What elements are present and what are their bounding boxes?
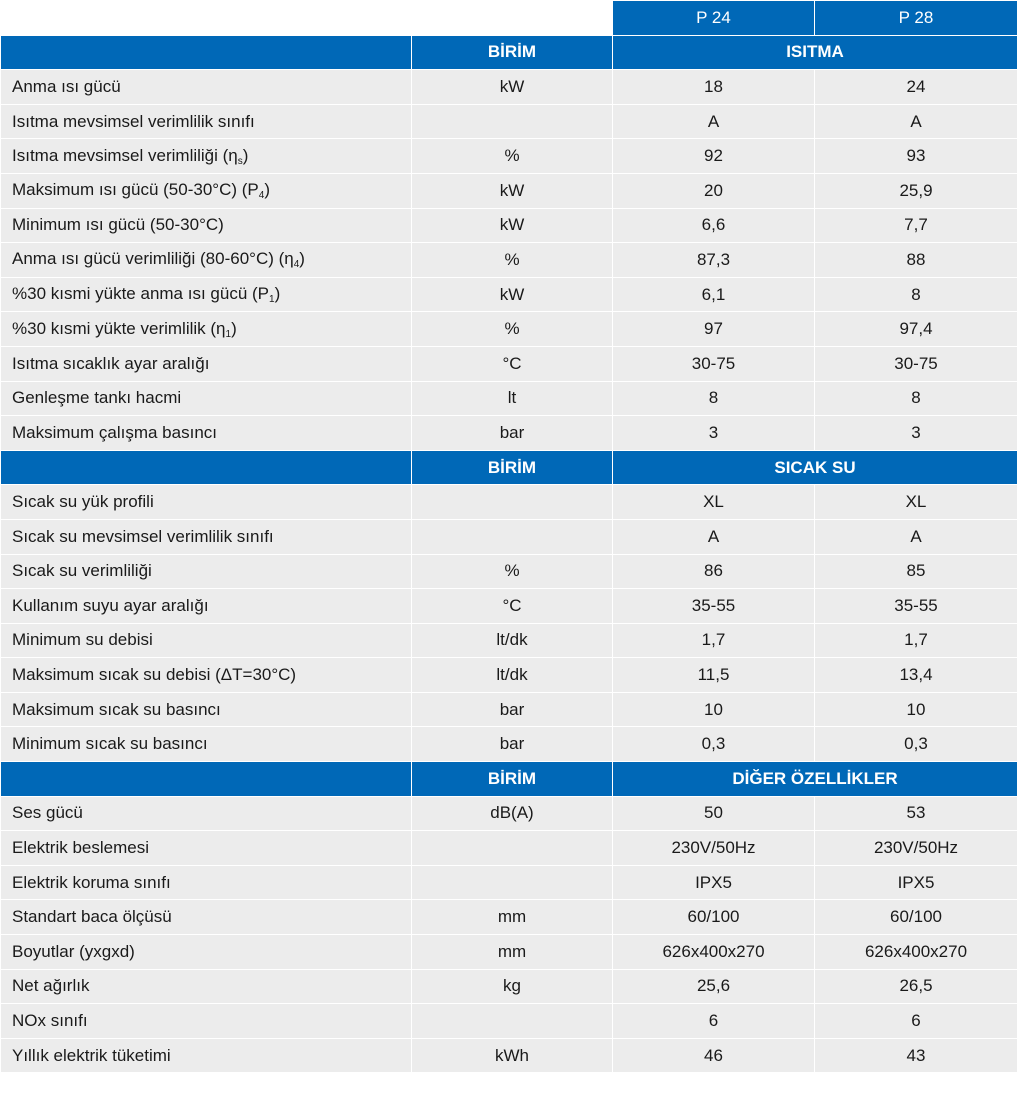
p28-value: 230V/50Hz xyxy=(815,831,1017,866)
table-row xyxy=(1,623,1017,658)
p28-value: 53 xyxy=(815,796,1017,831)
property-name xyxy=(1,416,412,451)
table-row xyxy=(1,416,1017,451)
property-label: Genleşme tankı hacmi xyxy=(12,388,182,408)
p24-value: 97 xyxy=(613,312,815,347)
table-row xyxy=(1,1004,1017,1039)
property-label: Ses gücü xyxy=(12,803,83,823)
property-name xyxy=(1,277,412,312)
property-label: Isıtma mevsimsel verimlilik sınıfı xyxy=(12,111,255,131)
p24-value: 3 xyxy=(613,416,815,451)
unit-cell: % xyxy=(412,554,613,589)
property-label: Elektrik beslemesi xyxy=(12,838,149,858)
section-unit-header: BİRİM xyxy=(412,35,613,70)
unit-cell: bar xyxy=(412,416,613,451)
property-label: Isıtma mevsimsel verimliliği (η xyxy=(12,145,238,165)
table-row xyxy=(1,831,1017,866)
property-name xyxy=(1,1038,412,1073)
p28-value: A xyxy=(815,519,1017,554)
section-title: SICAK SU xyxy=(613,450,1017,485)
property-suffix: ) xyxy=(274,284,281,304)
p28-value: 0,3 xyxy=(815,727,1017,762)
unit-cell xyxy=(412,104,613,139)
table-row xyxy=(1,243,1017,278)
p28-value: 6 xyxy=(815,1004,1017,1039)
p24-value: 8 xyxy=(613,381,815,416)
section-unit-header: BİRİM xyxy=(412,762,613,797)
p24-value: IPX5 xyxy=(613,865,815,900)
unit-cell xyxy=(412,1004,613,1039)
property-name xyxy=(1,935,412,970)
p28-value: 97,4 xyxy=(815,312,1017,347)
property-name xyxy=(1,70,412,105)
p24-value: 25,6 xyxy=(613,969,815,1004)
p28-value: IPX5 xyxy=(815,865,1017,900)
property-name xyxy=(1,969,412,1004)
model-p24-header: P 24 xyxy=(613,1,815,36)
property-label: Maksimum sıcak su basıncı xyxy=(12,699,221,719)
unit-cell: °C xyxy=(412,346,613,381)
p28-value: XL xyxy=(815,485,1017,520)
p24-value: 20 xyxy=(613,173,815,208)
property-label: %30 kısmi yükte anma ısı gücü (P xyxy=(12,284,269,304)
unit-cell: lt/dk xyxy=(412,623,613,658)
p28-value: 8 xyxy=(815,277,1017,312)
table-row xyxy=(1,900,1017,935)
property-label: Maksimum sıcak su debisi (ΔT=30°C) xyxy=(12,665,297,685)
property-subscript: 1 xyxy=(225,328,232,340)
p24-value: 46 xyxy=(613,1038,815,1073)
unit-cell: kg xyxy=(412,969,613,1004)
p28-value: 30-75 xyxy=(815,346,1017,381)
property-label: Maksimum ısı gücü (50-30°C) (P xyxy=(12,180,259,200)
unit-cell xyxy=(412,865,613,900)
property-name xyxy=(1,139,412,174)
unit-cell: mm xyxy=(412,900,613,935)
unit-cell: °C xyxy=(412,589,613,624)
property-label: NOx sınıfı xyxy=(12,1011,88,1031)
unit-cell: bar xyxy=(412,692,613,727)
table-row xyxy=(1,312,1017,347)
p28-value: 85 xyxy=(815,554,1017,589)
table-row xyxy=(1,70,1017,105)
p28-value: 25,9 xyxy=(815,173,1017,208)
property-label: Yıllık elektrik tüketimi xyxy=(12,1045,171,1065)
unit-cell: dB(A) xyxy=(412,796,613,831)
p24-value: 86 xyxy=(613,554,815,589)
unit-cell: kW xyxy=(412,173,613,208)
table-row xyxy=(1,485,1017,520)
header-empty-cell xyxy=(1,1,412,36)
section-title: DİĞER ÖZELLİKLER xyxy=(613,762,1017,797)
table-row xyxy=(1,381,1017,416)
property-name xyxy=(1,346,412,381)
unit-cell: kWh xyxy=(412,1038,613,1073)
model-p28-header: P 28 xyxy=(815,1,1017,36)
p24-value: 6,1 xyxy=(613,277,815,312)
property-label: Sıcak su mevsimsel verimlilik sınıfı xyxy=(12,526,274,546)
property-label: Minimum su debisi xyxy=(12,630,153,650)
property-name xyxy=(1,173,412,208)
property-name xyxy=(1,485,412,520)
property-label: Boyutlar (yxgxd) xyxy=(12,941,135,961)
p24-value: 6 xyxy=(613,1004,815,1039)
unit-cell: kW xyxy=(412,208,613,243)
section-header-row xyxy=(1,35,1017,70)
property-label: Sıcak su yük profili xyxy=(12,492,154,512)
section-header-row xyxy=(1,762,1017,797)
table-row xyxy=(1,173,1017,208)
unit-cell: kW xyxy=(412,70,613,105)
unit-cell: kW xyxy=(412,277,613,312)
p28-value: 24 xyxy=(815,70,1017,105)
table-row xyxy=(1,658,1017,693)
p24-value: 626x400x270 xyxy=(613,935,815,970)
property-name xyxy=(1,554,412,589)
property-name xyxy=(1,208,412,243)
property-label: Minimum sıcak su basıncı xyxy=(12,734,208,754)
property-name xyxy=(1,658,412,693)
table-row xyxy=(1,554,1017,589)
property-label: Elektrik koruma sınıfı xyxy=(12,872,171,892)
property-name xyxy=(1,312,412,347)
property-subscript: 1 xyxy=(269,294,275,306)
p24-value: 0,3 xyxy=(613,727,815,762)
property-suffix: ) xyxy=(264,180,270,200)
property-label: %30 kısmi yükte verimlilik (η xyxy=(12,318,226,338)
unit-cell: lt xyxy=(412,381,613,416)
p24-value: 50 xyxy=(613,796,815,831)
p24-value: 1,7 xyxy=(613,623,815,658)
p28-value: 88 xyxy=(815,243,1017,278)
p28-value: 1,7 xyxy=(815,623,1017,658)
unit-cell: lt/dk xyxy=(412,658,613,693)
table-row xyxy=(1,1038,1017,1073)
header-empty-cell xyxy=(412,1,613,36)
section-header-blank xyxy=(1,35,412,70)
p24-value: 230V/50Hz xyxy=(613,831,815,866)
property-label: Standart baca ölçüsü xyxy=(12,907,172,927)
p24-value: 35-55 xyxy=(613,589,815,624)
property-label: Kullanım suyu ayar aralığı xyxy=(12,595,209,615)
property-label: Net ağırlık xyxy=(12,976,90,996)
p28-value: 60/100 xyxy=(815,900,1017,935)
table-row xyxy=(1,865,1017,900)
p24-value: 87,3 xyxy=(613,243,815,278)
unit-cell: % xyxy=(412,243,613,278)
p24-value: A xyxy=(613,519,815,554)
p28-value: 93 xyxy=(815,139,1017,174)
property-name xyxy=(1,1004,412,1039)
p24-value: 11,5 xyxy=(613,658,815,693)
property-subscript: 4 xyxy=(258,190,265,202)
table-row xyxy=(1,969,1017,1004)
p24-value: A xyxy=(613,104,815,139)
property-name xyxy=(1,831,412,866)
unit-cell: mm xyxy=(412,935,613,970)
section-unit-header: BİRİM xyxy=(412,450,613,485)
unit-cell: bar xyxy=(412,727,613,762)
property-label: Isıtma sıcaklık ayar aralığı xyxy=(12,353,210,373)
table-row xyxy=(1,346,1017,381)
table-row xyxy=(1,727,1017,762)
p28-value: 35-55 xyxy=(815,589,1017,624)
unit-cell: % xyxy=(412,312,613,347)
table-row xyxy=(1,692,1017,727)
property-label: Minimum ısı gücü (50-30°C) xyxy=(12,215,224,235)
spec-table-body xyxy=(1,1,1017,1073)
p28-value: 10 xyxy=(815,692,1017,727)
table-row xyxy=(1,139,1017,174)
p24-value: 18 xyxy=(613,70,815,105)
property-label: Anma ısı gücü verimliliği (80-60°C) (η xyxy=(12,249,294,269)
property-name xyxy=(1,900,412,935)
table-row xyxy=(1,589,1017,624)
table-row xyxy=(1,104,1017,139)
p24-value: XL xyxy=(613,485,815,520)
unit-cell xyxy=(412,519,613,554)
p28-value: 626x400x270 xyxy=(815,935,1017,970)
p28-value: 3 xyxy=(815,416,1017,451)
property-name xyxy=(1,727,412,762)
table-row xyxy=(1,935,1017,970)
property-subscript: s xyxy=(237,155,243,167)
p28-value: 26,5 xyxy=(815,969,1017,1004)
p28-value: A xyxy=(815,104,1017,139)
table-row xyxy=(1,519,1017,554)
section-header-row xyxy=(1,450,1017,485)
property-name xyxy=(1,381,412,416)
table-row xyxy=(1,208,1017,243)
unit-cell xyxy=(412,831,613,866)
p28-value: 13,4 xyxy=(815,658,1017,693)
property-name xyxy=(1,104,412,139)
property-subscript: 4 xyxy=(293,259,300,271)
property-label: Maksimum çalışma basıncı xyxy=(12,422,217,442)
property-name xyxy=(1,519,412,554)
p28-value: 7,7 xyxy=(815,208,1017,243)
section-header-blank xyxy=(1,450,412,485)
property-label: Sıcak su verimliliği xyxy=(12,561,152,581)
p24-value: 30-75 xyxy=(613,346,815,381)
p28-value: 8 xyxy=(815,381,1017,416)
p24-value: 6,6 xyxy=(613,208,815,243)
section-header-blank xyxy=(1,762,412,797)
property-label: Anma ısı gücü xyxy=(12,76,121,96)
p24-value: 10 xyxy=(613,692,815,727)
model-header-row xyxy=(1,1,1017,36)
unit-cell xyxy=(412,485,613,520)
property-name xyxy=(1,865,412,900)
property-name xyxy=(1,692,412,727)
p28-value: 43 xyxy=(815,1038,1017,1073)
property-name xyxy=(1,589,412,624)
p24-value: 60/100 xyxy=(613,900,815,935)
table-row xyxy=(1,277,1017,312)
property-name xyxy=(1,623,412,658)
property-name xyxy=(1,243,412,278)
property-suffix: ) xyxy=(231,318,237,338)
property-suffix: ) xyxy=(242,145,249,165)
p24-value: 92 xyxy=(613,139,815,174)
property-suffix: ) xyxy=(299,249,305,269)
section-title: ISITMA xyxy=(613,35,1017,70)
unit-cell: % xyxy=(412,139,613,174)
table-row xyxy=(1,796,1017,831)
property-name xyxy=(1,796,412,831)
